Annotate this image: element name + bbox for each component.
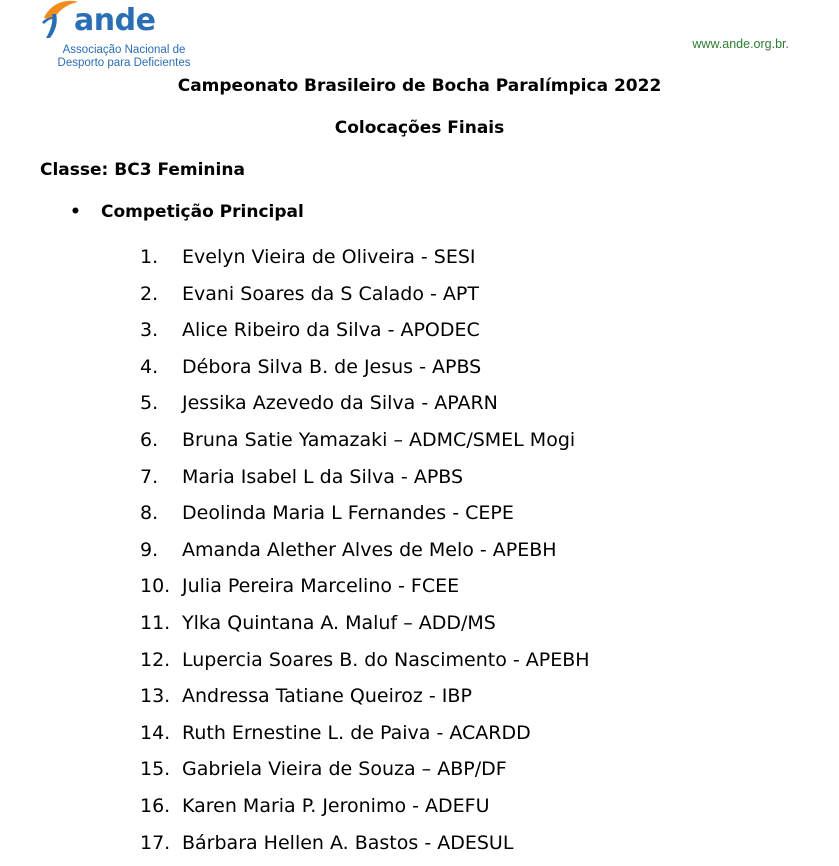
ranking-number: 14. bbox=[140, 721, 171, 744]
ranking-name: Karen Maria P. Jeronimo - ADEFU bbox=[182, 794, 490, 817]
ranking-name: Amanda Alether Alves de Melo - APEBH bbox=[182, 538, 557, 561]
ranking-number: 11. bbox=[140, 611, 171, 634]
ranking-number: 4. bbox=[140, 355, 159, 378]
ranking-name: Bruna Satie Yamazaki – ADMC/SMEL Mogi bbox=[182, 428, 576, 451]
ranking-name: Evelyn Vieira de Oliveira - SESI bbox=[182, 246, 476, 268]
ranking-number: 1. bbox=[140, 246, 159, 268]
ranking-name: Bárbara Hellen A. Bastos - ADESUL bbox=[182, 831, 514, 854]
ranking-number: 9. bbox=[140, 538, 159, 561]
competition-label: Competição Principal bbox=[101, 202, 304, 222]
ranking-name: Deolinda Maria L Fernandes - CEPE bbox=[182, 502, 514, 525]
ranking-name: Evani Soares da S Calado - APT bbox=[182, 282, 479, 305]
ranking-name: Gabriela Vieira de Souza – ABP/DF bbox=[182, 758, 507, 781]
ranking-name: Ruth Ernestine L. de Paiva - ACARDD bbox=[182, 721, 531, 744]
logo-subtitle-line: Desporto para Deficientes bbox=[57, 57, 191, 69]
ranking-number: 7. bbox=[140, 465, 159, 488]
ranking-name: Lupercia Soares B. do Nascimento - APEBH bbox=[182, 648, 590, 671]
ranking-number: 17. bbox=[140, 831, 171, 854]
class-heading: Classe: BC3 Feminina bbox=[40, 160, 245, 180]
logo-subtitle-line: Associação Nacional de bbox=[62, 44, 186, 56]
ranking-name: Jessika Azevedo da Silva - APARN bbox=[182, 392, 498, 415]
ranking-number: 8. bbox=[140, 502, 159, 525]
ande-logo bbox=[40, 0, 200, 72]
ranking-number: 6. bbox=[140, 428, 159, 451]
ranking-number: 15. bbox=[140, 758, 171, 781]
ranking-number: 5. bbox=[140, 392, 159, 415]
ranking-name: Débora Silva B. de Jesus - APBS bbox=[182, 355, 482, 378]
logo-wordmark: ande bbox=[74, 3, 156, 38]
ranking-number: 12. bbox=[140, 648, 171, 671]
ranking-name: Alice Ribeiro da Silva - APODEC bbox=[182, 319, 480, 342]
bullet-icon: • bbox=[70, 202, 81, 222]
document-title: Campeonato Brasileiro de Bocha Paralímpica 2022 bbox=[177, 76, 662, 96]
ranking-number: 2. bbox=[140, 282, 159, 305]
logo-subtitle bbox=[44, 44, 204, 70]
document-subtitle: Colocações Finais bbox=[334, 118, 505, 138]
ranking-name: Ylka Quintana A. Maluf – ADD/MS bbox=[182, 611, 496, 634]
ranking-number: 3. bbox=[140, 319, 159, 342]
competition-heading bbox=[70, 202, 304, 222]
website-url[interactable]: www.ande.org.br. bbox=[692, 37, 789, 51]
ranking-number: 16. bbox=[140, 794, 171, 817]
ranking-name: Maria Isabel L da Silva - APBS bbox=[182, 465, 464, 488]
ranking-name: Andressa Tatiane Queiroz - IBP bbox=[182, 685, 472, 708]
ranking-name: Julia Pereira Marcelino - FCEE bbox=[182, 575, 460, 598]
ranking-number: 10. bbox=[140, 575, 171, 598]
ranking-number: 13. bbox=[140, 685, 171, 708]
